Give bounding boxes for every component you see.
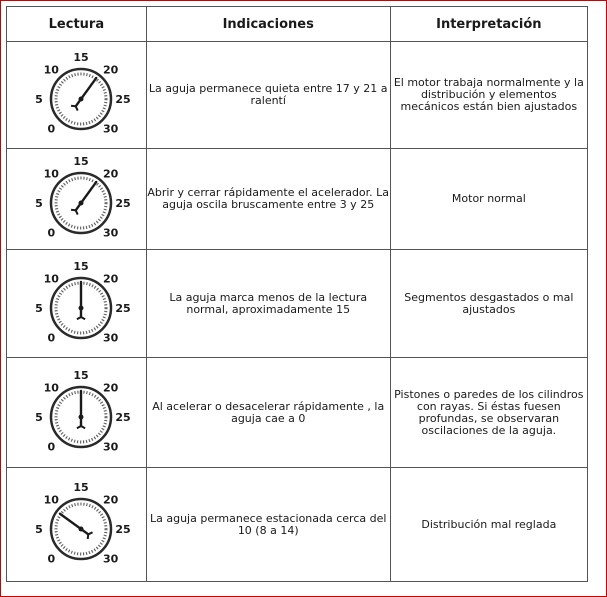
gauge-scale-label: 20	[103, 167, 119, 181]
gauge-scale-label: 5	[35, 197, 44, 210]
gauge-pivot	[79, 414, 84, 419]
gauge-cell	[7, 250, 147, 358]
table-row	[7, 468, 588, 582]
gauge-scale-label: 10	[44, 271, 60, 285]
gauge-scale-label: 30	[103, 122, 119, 136]
gauge-scale-label: 10	[44, 492, 60, 506]
table-row	[7, 358, 588, 468]
gauge-cell	[7, 149, 147, 250]
table-row	[7, 42, 588, 149]
gauge-scale-label: 30	[103, 552, 119, 566]
indication-text: Abrir y cerrar rápidamente el acelerador. La aguja oscila bruscamente entre 3 y 25	[146, 149, 390, 250]
indication-text: Al acelerar o desacelerar rápidamente , la aguja cae a 0	[146, 358, 390, 468]
table-row	[7, 149, 588, 250]
gauge-scale-label: 25	[115, 93, 132, 106]
gauge-cell	[7, 358, 147, 468]
gauge-scale-label: 0	[47, 331, 56, 345]
vacuum-gauge-icon	[21, 365, 131, 461]
gauge-scale-label: 10	[44, 63, 60, 77]
indication-text: La aguja permanece quieta entre 17 y 21 a ralentí	[146, 42, 390, 149]
gauge-scale-label: 15	[73, 480, 90, 494]
indication-text: La aguja marca menos de la lectura normal, aproximadamente 15	[146, 250, 390, 358]
vacuum-gauge-icon	[21, 47, 131, 143]
header-interpretation: Interpretación	[390, 7, 587, 42]
gauge-scale-label: 30	[103, 226, 119, 240]
gauge-scale-label: 5	[35, 301, 44, 315]
gauge-scale-label: 15	[73, 155, 90, 168]
gauge-cell	[7, 42, 147, 149]
gauge-scale-label: 20	[103, 380, 119, 394]
interpretation-text: Segmentos desgastados o mal ajustados	[390, 250, 587, 358]
gauge-scale-label: 10	[44, 167, 60, 181]
header-reading: Lectura	[7, 7, 147, 42]
gauge-scale-label: 15	[73, 259, 90, 273]
gauge-scale-label: 10	[44, 380, 60, 394]
gauge-scale-label: 25	[115, 301, 132, 315]
gauge-scale-label: 5	[35, 410, 44, 424]
table-row	[7, 250, 588, 358]
gauge-scale-label: 0	[47, 122, 56, 136]
gauge-pivot	[79, 97, 84, 102]
gauge-scale-label: 20	[103, 63, 119, 77]
gauge-cell	[7, 468, 147, 582]
gauge-scale-label: 25	[115, 410, 132, 424]
gauge-scale-label: 0	[47, 552, 56, 566]
interpretation-text: Motor normal	[390, 149, 587, 250]
gauge-scale-label: 0	[47, 440, 56, 454]
header-indications: Indicaciones	[146, 7, 390, 42]
gauge-scale-label: 20	[103, 492, 119, 506]
gauge-pivot	[79, 526, 84, 531]
gauge-scale-label: 15	[73, 368, 90, 382]
gauge-scale-label: 30	[103, 440, 119, 454]
gauge-scale-label: 20	[103, 271, 119, 285]
interpretation-text: El motor trabaja normalmente y la distribución y elementos mecánicos están bien ajustados	[390, 42, 587, 149]
gauge-scale-label: 5	[35, 93, 44, 106]
header-row	[7, 7, 588, 42]
interpretation-text: Pistones o paredes de los cilindros con rayas. Si éstas fuesen profundas, se observaran oscilaciones de la aguja.	[390, 358, 587, 468]
gauge-scale-label: 30	[103, 331, 119, 345]
vacuum-gauge-icon	[21, 477, 131, 573]
gauge-scale-label: 5	[35, 522, 44, 536]
vacuum-gauge-icon	[21, 256, 131, 352]
gauge-scale-label: 0	[47, 226, 56, 240]
gauge-scale-label: 25	[115, 197, 132, 210]
gauge-scale-label: 15	[73, 51, 90, 64]
vacuum-gauge-icon	[21, 151, 131, 247]
gauge-pivot	[79, 201, 84, 206]
gauge-scale-label: 25	[115, 522, 132, 536]
interpretation-text: Distribución mal reglada	[390, 468, 587, 582]
gauge-pivot	[79, 305, 84, 310]
vacuum-gauge-table	[6, 6, 588, 582]
indication-text: La aguja permanece estacionada cerca del 10 (8 a 14)	[146, 468, 390, 582]
